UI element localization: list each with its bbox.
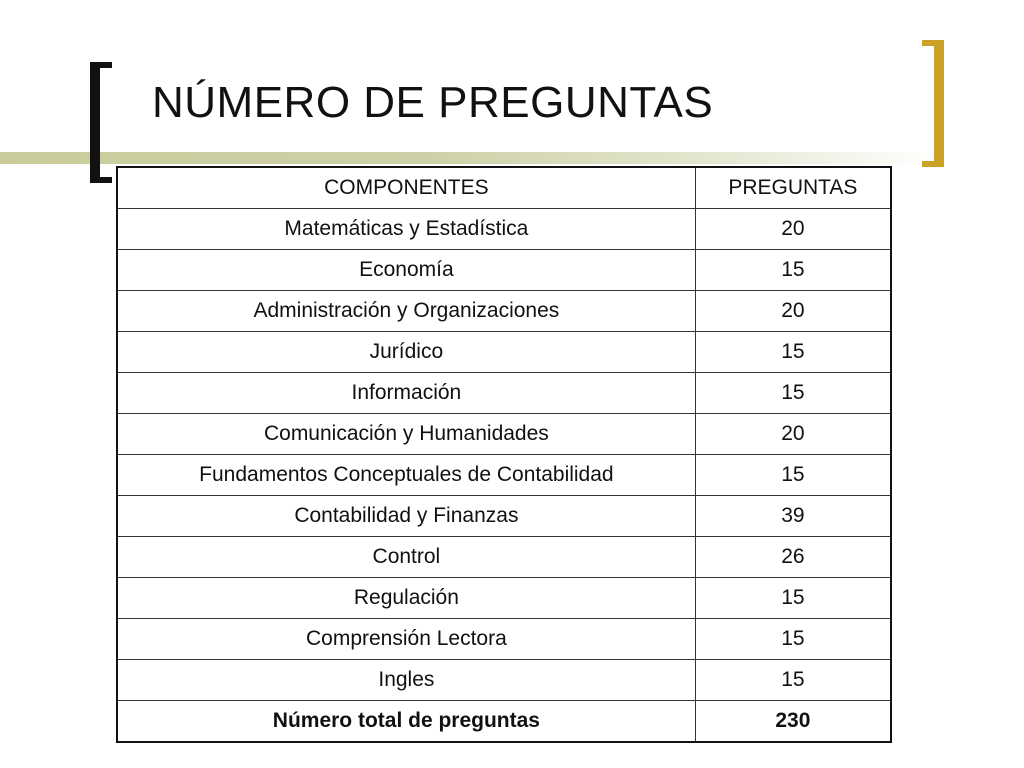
questions-cell: 15 [695,373,891,414]
table-row [117,455,891,496]
table-row [117,619,891,660]
component-cell: Información [117,373,695,414]
component-cell: Economía [117,250,695,291]
table-row [117,332,891,373]
table-row [117,414,891,455]
questions-cell: 15 [695,332,891,373]
total-row [117,701,891,743]
page-title: NÚMERO DE PREGUNTAS [152,78,714,127]
left-bracket-decoration [90,62,112,183]
questions-cell: 20 [695,414,891,455]
component-cell: Fundamentos Conceptuales de Contabilidad [117,455,695,496]
header-components: COMPONENTES [117,167,695,209]
table-row [117,250,891,291]
component-cell: Comprensión Lectora [117,619,695,660]
questions-table [116,166,892,743]
questions-cell: 15 [695,250,891,291]
component-cell: Matemáticas y Estadística [117,209,695,250]
table-header-row [117,167,891,209]
questions-cell: 15 [695,455,891,496]
right-bracket-decoration [922,40,944,167]
component-cell: Control [117,537,695,578]
total-label: Número total de preguntas [117,701,695,743]
questions-cell: 39 [695,496,891,537]
component-cell: Regulación [117,578,695,619]
questions-cell: 20 [695,291,891,332]
questions-cell: 26 [695,537,891,578]
component-cell: Administración y Organizaciones [117,291,695,332]
table-row [117,660,891,701]
component-cell: Contabilidad y Finanzas [117,496,695,537]
questions-cell: 15 [695,660,891,701]
component-cell: Jurídico [117,332,695,373]
table-row [117,209,891,250]
questions-cell: 20 [695,209,891,250]
table-row [117,291,891,332]
total-value: 230 [695,701,891,743]
component-cell: Comunicación y Humanidades [117,414,695,455]
table-row [117,578,891,619]
header-questions: PREGUNTAS [695,167,891,209]
component-cell: Ingles [117,660,695,701]
questions-cell: 15 [695,578,891,619]
decorative-bar [0,152,940,164]
table-row [117,496,891,537]
questions-cell: 15 [695,619,891,660]
table-row [117,537,891,578]
table-row [117,373,891,414]
